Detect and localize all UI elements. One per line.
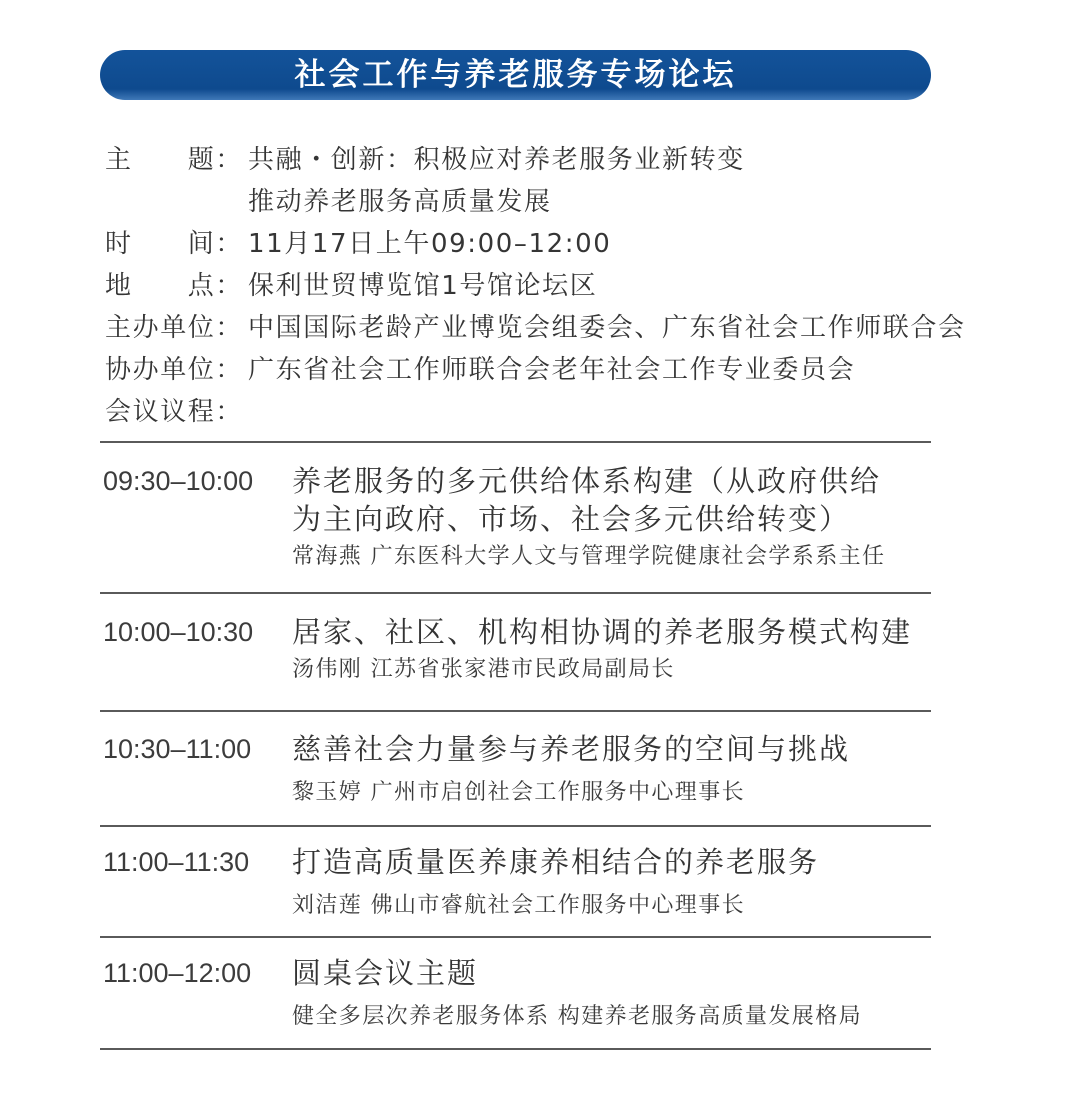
agenda-speaker: 汤伟刚 江苏省张家港市民政局副局长 xyxy=(292,657,675,682)
time-value: 11月17日上午09:00–12:00 xyxy=(248,229,612,259)
agenda-time: 10:30–11:00 xyxy=(103,734,252,764)
divider xyxy=(100,592,931,594)
topic-value-line-1: 共融・创新：积极应对养老服务业新转变 xyxy=(248,145,745,175)
agenda-title-line: 居家、社区、机构相协调的养老服务模式构建 xyxy=(292,615,913,649)
info-row-co-organizer xyxy=(105,349,1005,391)
agenda-body xyxy=(292,613,1012,689)
event-info xyxy=(105,139,1005,433)
agenda-body xyxy=(292,954,1012,1036)
agenda-speaker: 健全多层次养老服务体系 构建养老服务高质量发展格局 xyxy=(292,1004,862,1029)
topic-label: 主 题： xyxy=(105,145,244,175)
divider xyxy=(100,825,931,827)
agenda-time: 11:00–11:30 xyxy=(103,847,250,877)
time-label: 时 间： xyxy=(105,229,244,259)
agenda-speaker: 黎玉婷 广州市启创社会工作服务中心理事长 xyxy=(292,780,745,805)
divider xyxy=(100,1048,931,1050)
agenda-title-line: 慈善社会力量参与养老服务的空间与挑战 xyxy=(292,732,851,766)
divider xyxy=(100,936,931,938)
organizer-label: 主办单位： xyxy=(105,313,244,343)
topic-value-line-2: 推动养老服务高质量发展 xyxy=(248,187,552,217)
venue-label: 地 点： xyxy=(105,271,244,301)
info-row-agenda xyxy=(105,391,1005,433)
agenda-body xyxy=(292,462,1012,576)
agenda-time: 10:00–10:30 xyxy=(103,617,254,647)
agenda-speaker: 常海燕 广东医科大学人文与管理学院健康社会学系系主任 xyxy=(292,544,886,569)
agenda-body xyxy=(292,730,1012,812)
agenda-title-line: 为主向政府、市场、社会多元供给转变） xyxy=(292,502,851,536)
co-organizer-label: 协办单位： xyxy=(105,355,244,385)
info-row-organizer xyxy=(105,307,1005,349)
agenda-label: 会议议程： xyxy=(105,397,244,427)
organizer-value: 中国国际老龄产业博览会组委会、广东省社会工作师联合会 xyxy=(248,313,966,343)
info-row-time xyxy=(105,223,1005,265)
co-organizer-value: 广东省社会工作师联合会老年社会工作专业委员会 xyxy=(248,355,856,385)
venue-value: 保利世贸博览馆1号馆论坛区 xyxy=(248,271,598,301)
divider xyxy=(100,710,931,712)
info-row-topic xyxy=(105,139,1005,181)
agenda-time: 09:30–10:00 xyxy=(103,466,254,496)
info-row-venue xyxy=(105,265,1005,307)
agenda-title-line: 圆桌会议主题 xyxy=(292,956,479,990)
agenda-body xyxy=(292,843,1012,925)
info-row-topic-continued xyxy=(105,181,1005,223)
agenda-title-line: 养老服务的多元供给体系构建（从政府供给 xyxy=(292,464,882,498)
page-title: 社会工作与养老服务专场论坛 xyxy=(294,57,737,93)
agenda-time: 11:00–12:00 xyxy=(103,958,252,988)
agenda-title-line: 打造高质量医养康养相结合的养老服务 xyxy=(292,845,820,879)
title-banner xyxy=(100,50,931,100)
agenda-speaker: 刘洁莲 佛山市睿航社会工作服务中心理事长 xyxy=(292,893,745,918)
divider xyxy=(100,441,931,443)
